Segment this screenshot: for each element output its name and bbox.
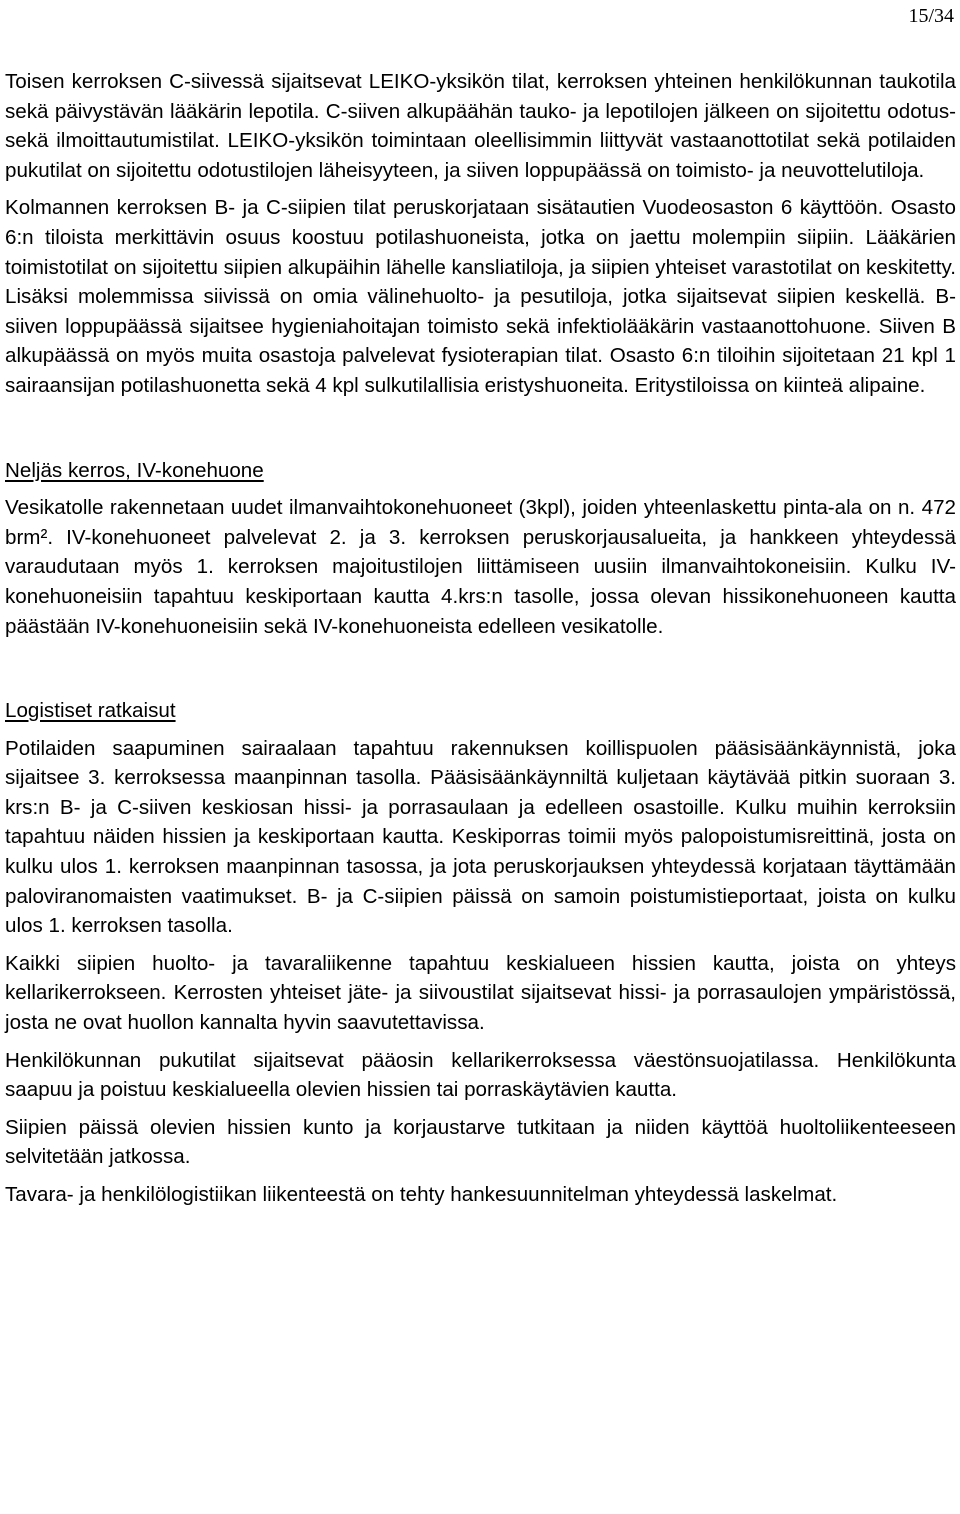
paragraph-patient-arrival: Potilaiden saapuminen sairaalaan tapahtuu rakennuksen koillispuolen pääsisäänkäynnistä, joka sijaitsee 3. kerroksessa maanpinnan tasolla. Pääsisäänkäynniltä kuljetaan käytävää pitkin suoraan 3. krs:n B- ja C-siiven keskiosan hissi- ja porrasaulaan ja edelleen osastoille. Kulku muihin kerroksiin tapahtuu näiden hissien ja keskiportaan kautta. Keskiporras toimii myös palopoistumisreittinä, josta on kulku ulos 1. kerroksen maanpinnan tasossa, ja jota peruskorjauksen yhteydessä korjataan täyttämään paloviranomaisten vaatimukset. B- ja C-siipien päissä on samoin poistumistieportaat, joista on kulku ulos 1. kerroksen tasolla.	[5, 736, 956, 938]
paragraph-iv-machine-room: Vesikatolle rakennetaan uudet ilmanvaihtokonehuoneet (3kpl), joiden yhteenlaskettu pinta-ala on n. 472 brm². IV-konehuoneet palvelevat 2. ja 3. kerroksen peruskorjausalueita, ja hankkeen yhteydessä varaudutaan myös 1. kerroksen majoitustilojen liittämiseen uusiin ilmanvaihtokoneisiin. Kulku IV-konehuoneisiin tapahtuu keskiportaan kautta 4.krs:n tasolle, jossa olevan hissikonehuoneen kautta päästään IV-konehuoneisiin sekä IV-konehuoneista edelleen vesikatolle.	[5, 496, 956, 638]
paragraph-staff-changing: Henkilökunnan pukutilat sijaitsevat pääosin kellarikerroksessa väestönsuojatilassa. Henkilökunta saapuu ja poistuu keskialueella olevien hissien tai porraskäytävien kautta.	[5, 1048, 956, 1102]
page-number: 15/34	[908, 5, 954, 27]
paragraph-elevators: Siipien päissä olevien hissien kunto ja korjaustarve tutkitaan ja niiden käyttöä huoltoliikenteeseen selvitetään jatkossa.	[5, 1115, 956, 1169]
paragraph-third-floor: Kolmannen kerroksen B- ja C-siipien tilat peruskorjataan sisätautien Vuodeosaston 6 käyttöön. Osasto 6:n tiloista merkittävin osuus koostuu potilashuoneista, jotka on jaettu molempiin siipiin. Lääkärien toimistotilat on sijoitettu siipien alkupäihin lähelle kansliatiloja, ja siipien yhteiset varastotilat on keskitetty. Lisäksi molemmissa siivissä on omia välinehuolto- ja pesutiloja, jotka sijaitsevat siipien keskellä. B- siiven loppupäässä sijaitsee hygieniahoitajan toimisto sekä infektiolääkärin vastaanottohuone. Siiven B alkupäässä on myös muita osastoja palvelevat fysioterapian tilat. Osasto 6:n tiloihin sijoitetaan 21 kpl 1 sairaansijan potilashuonetta sekä 4 kpl sulkutilallisia eristyshuoneita. Eritystiloissa on kiinteä alipaine.	[5, 196, 956, 397]
document-body	[5, 67, 956, 1210]
paragraph-second-floor: Toisen kerroksen C-siivessä sijaitsevat LEIKO-yksikön tilat, kerroksen yhteinen henkilökunnan taukotila sekä päivystävän lääkärin lepotila. C-siiven alkupäähän tauko- ja lepotilojen jälkeen on sijoitettu odotus- sekä ilmoittautumistilat. LEIKO-yksikön toimintaan oleellisimmin liittyvät vastaanottotilat sekä potilaiden pukutilat on sijoitettu odotustilojen läheisyyteen, ja siiven loppupäässä on toimisto- ja neuvottelutiloja.	[5, 70, 956, 182]
section-heading-fourth-floor: Neljäs kerros, IV-konehuone	[5, 458, 264, 482]
section-heading-logistics: Logistiset ratkaisut	[5, 699, 176, 723]
paragraph-logistics-calculations: Tavara- ja henkilölogistiikan liikenteestä on tehty hankesuunnitelman yhteydessä laskelmat.	[5, 1183, 838, 1206]
paragraph-maintenance-traffic: Kaikki siipien huolto- ja tavaraliikenne tapahtuu keskialueen hissien kautta, joista on yhteys kellarikerrokseen. Kerrosten yhteiset jäte- ja siivoustilat sijaitsevat hissi- ja porrasaulojen ympäristössä, josta ne ovat huollon kannalta hyvin saavutettavissa.	[5, 951, 956, 1035]
